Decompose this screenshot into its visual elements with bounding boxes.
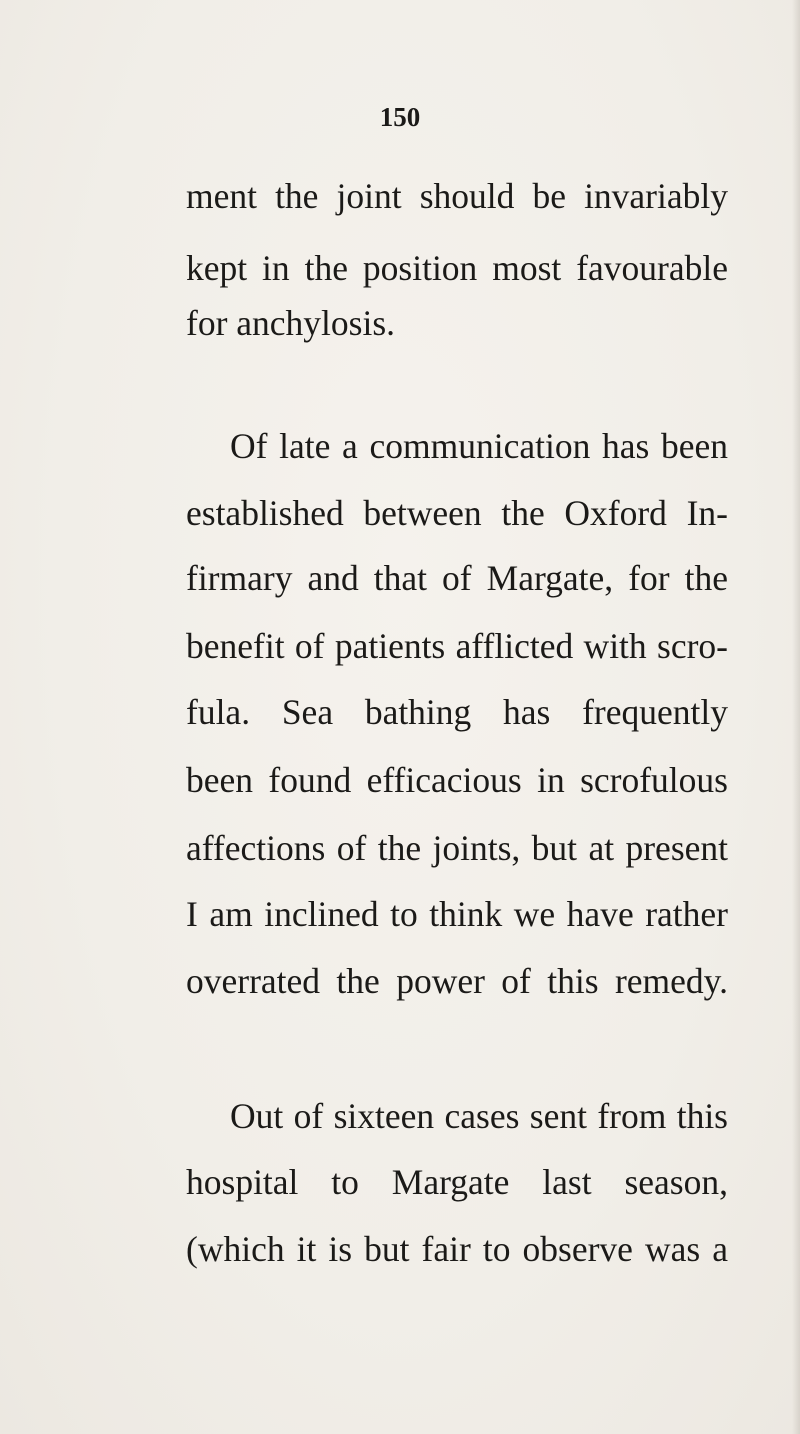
text-line: fula. Sea bathing has frequently (186, 692, 728, 732)
page-number: 150 (379, 102, 421, 132)
text-line: for anchylosis. (186, 303, 396, 343)
text-line: (which it is but fair to observe was a (186, 1229, 728, 1269)
page-edge-shadow (792, 0, 800, 1434)
text-line: hospital to Margate last season, (186, 1162, 728, 1202)
text-line: established between the Oxford In- (186, 493, 728, 533)
text-line: benefit of patients afflicted with scro- (186, 626, 728, 666)
text-line: affections of the joints, but at present (186, 828, 728, 868)
text-line: Of late a communication has been (230, 426, 728, 466)
text-line: Out of sixteen cases sent from this (230, 1096, 728, 1136)
text-line: ment the joint should be invariably (186, 176, 728, 216)
text-line: overrated the power of this remedy. (186, 961, 728, 1001)
text-line: firmary and that of Margate, for the (186, 558, 728, 598)
text-line: kept in the position most favourable (186, 248, 728, 288)
text-line: been found efficacious in scrofulous (186, 760, 728, 800)
text-line: I am inclined to think we have rather (186, 894, 728, 934)
